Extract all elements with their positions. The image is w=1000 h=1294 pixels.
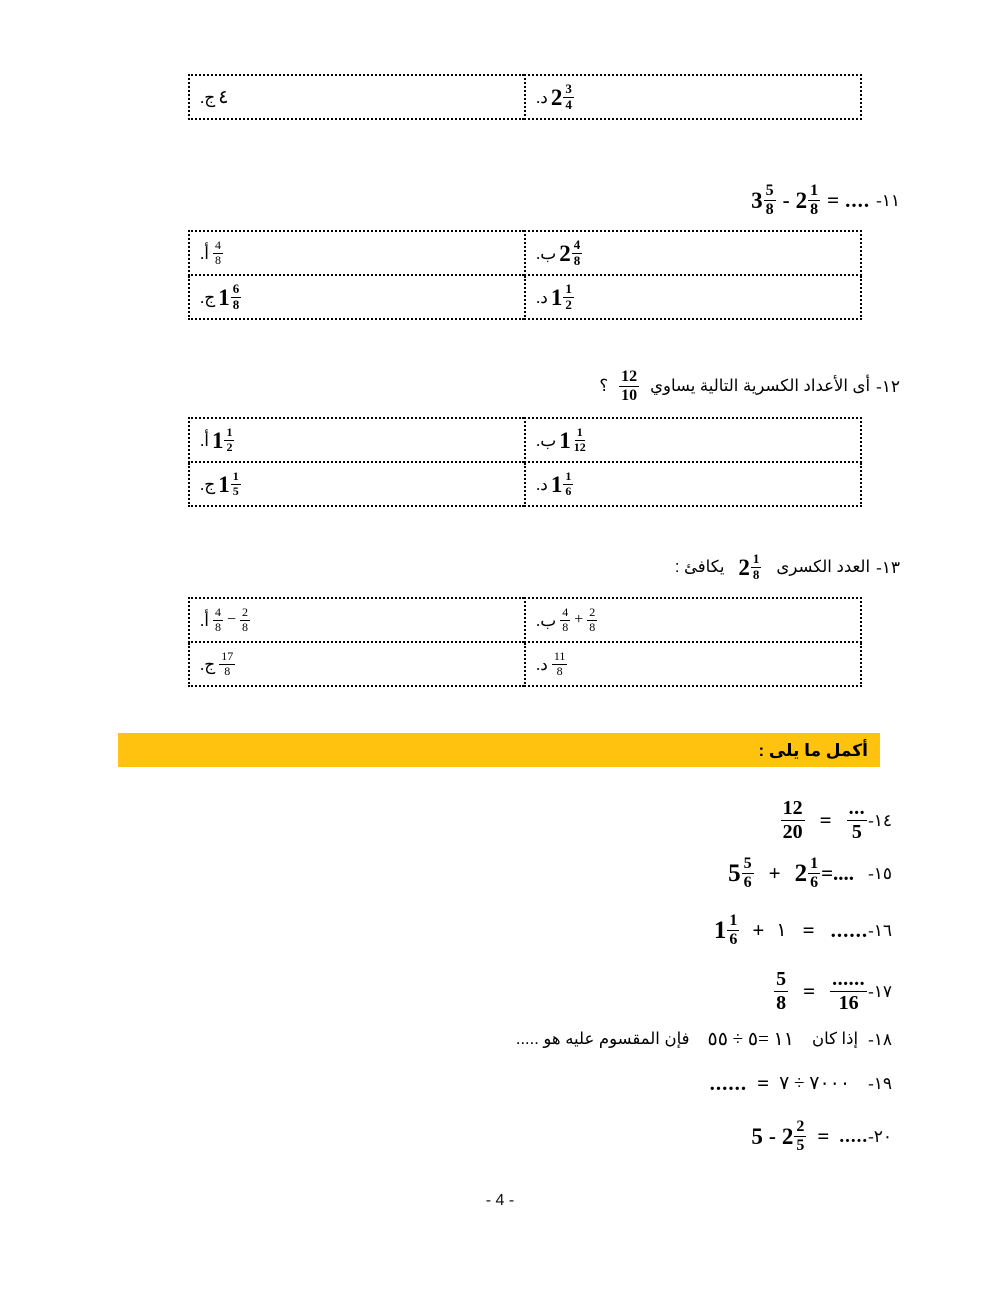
option-label: ب. bbox=[536, 610, 557, 630]
option-label: ج. bbox=[200, 287, 216, 307]
option-cell-a[interactable] bbox=[189, 418, 525, 462]
option-cell-c[interactable] bbox=[189, 275, 525, 319]
table-row bbox=[189, 75, 861, 119]
option-value: 1 $\frac{6}{8}$ bbox=[218, 280, 240, 312]
option-label: أ. bbox=[200, 243, 209, 263]
table-row bbox=[189, 231, 861, 275]
option-cell-b[interactable] bbox=[525, 598, 861, 642]
question-suffix: يكافئ : bbox=[674, 557, 725, 576]
option-label: أ. bbox=[200, 430, 209, 450]
option-value: $\frac{17}{8}$ bbox=[221, 648, 234, 678]
question-number: ١١- bbox=[876, 191, 900, 211]
option-label: د. bbox=[536, 287, 548, 307]
table-row bbox=[189, 462, 861, 506]
question-number: ١٢- bbox=[876, 377, 900, 397]
question-number: ١٦- bbox=[868, 921, 892, 941]
question-text: العدد الكسرى bbox=[776, 557, 871, 576]
option-value: $\frac{4}{8}$ bbox=[214, 237, 221, 267]
question-18 bbox=[516, 1030, 900, 1050]
option-cell-c[interactable] bbox=[189, 462, 525, 506]
option-cell-d[interactable] bbox=[525, 462, 861, 506]
option-cell-b[interactable] bbox=[525, 418, 861, 462]
q13-options-table bbox=[188, 597, 862, 687]
question-15 bbox=[718, 855, 900, 893]
option-label: ج. bbox=[200, 474, 216, 494]
question-number: ١٩- bbox=[868, 1074, 892, 1093]
option-cell-c[interactable] bbox=[189, 75, 525, 119]
question-expression: 1 $\frac{1}{6}$ + ١ = ...... bbox=[713, 912, 869, 949]
question-fraction: $\frac{12}{10}$ bbox=[621, 368, 638, 405]
question-11-prompt bbox=[751, 182, 900, 220]
option-value: 1 $\frac{1}{12}$ bbox=[559, 424, 586, 454]
option-value: $\frac{4}{8}$ − $\frac{2}{8}$ bbox=[214, 604, 249, 634]
question-expression: 5 - 2 $\frac{2}{5}$ = ..... bbox=[751, 1118, 869, 1155]
question-12-prompt bbox=[599, 368, 900, 406]
table-row bbox=[189, 275, 861, 319]
section-banner-title: أكمل ما يلى : bbox=[758, 740, 868, 760]
option-value: 1 $\frac{1}{5}$ bbox=[218, 468, 239, 498]
question-16 bbox=[696, 912, 900, 950]
option-cell-b[interactable] bbox=[525, 231, 861, 275]
question-text: أى الأعداد الكسرية التالية يساوي bbox=[650, 376, 871, 395]
option-label: ج. bbox=[200, 87, 216, 107]
question-number: ٢٠- bbox=[868, 1127, 892, 1147]
page-footer: - 4 - bbox=[485, 1192, 515, 1209]
q11-options-table bbox=[188, 230, 862, 320]
question-14 bbox=[762, 797, 900, 844]
option-cell-d[interactable] bbox=[525, 75, 861, 119]
question-expression: $\frac{12}{20}$ = $\frac{...}{5}$ bbox=[782, 797, 866, 843]
option-label: د. bbox=[536, 474, 548, 494]
option-cell-c[interactable] bbox=[189, 642, 525, 686]
question-expression: 5 $\frac{5}{6}$ + 2 $\frac{1}{6}$ =.... bbox=[728, 855, 855, 892]
question-suffix: ؟ bbox=[599, 376, 609, 395]
question-expression: 3 $\frac{5}{8}$ - 2 $\frac{1}{8}$ = .... bbox=[751, 182, 871, 219]
option-cell-d[interactable] bbox=[525, 642, 861, 686]
question-number: ١٥- bbox=[868, 864, 892, 884]
answer-blank[interactable]: ...... bbox=[709, 1071, 748, 1095]
question-expression: ١١ =٥ ÷ ٥٥ bbox=[707, 1029, 794, 1051]
option-label: د. bbox=[536, 87, 548, 107]
option-value: 1 $\frac{1}{2}$ bbox=[550, 280, 572, 312]
question-13-prompt bbox=[675, 552, 900, 583]
q10-options-table bbox=[188, 74, 862, 120]
table-row bbox=[189, 418, 861, 462]
question-number: ١٣- bbox=[876, 557, 900, 577]
table-row bbox=[189, 598, 861, 642]
question-text-after: فإن المقسوم عليه هو ..... bbox=[515, 1030, 690, 1048]
option-cell-d[interactable] bbox=[525, 275, 861, 319]
arabic-operand: ١ bbox=[776, 920, 787, 942]
option-label: ج. bbox=[200, 654, 216, 674]
option-value: 1 $\frac{1}{2}$ bbox=[211, 424, 233, 454]
question-expression: $\frac{5}{8}$ = $\frac{......}{16}$ bbox=[776, 968, 866, 1014]
option-value: 2 $\frac{4}{8}$ bbox=[559, 236, 581, 268]
option-label: د. bbox=[536, 654, 548, 674]
option-label: ب. bbox=[536, 243, 557, 263]
table-row bbox=[189, 642, 861, 686]
question-20 bbox=[721, 1118, 900, 1156]
q12-options-table bbox=[188, 417, 862, 507]
option-label: أ. bbox=[200, 610, 209, 630]
option-label: ب. bbox=[536, 430, 557, 450]
question-math: 2 $\frac{1}{8}$ bbox=[738, 551, 760, 582]
question-19 bbox=[710, 1073, 900, 1094]
section-banner-complete bbox=[118, 733, 880, 767]
equals-sign: = bbox=[757, 1071, 770, 1095]
question-number: ١٧- bbox=[868, 982, 892, 1001]
answer-blank[interactable]: ...... bbox=[830, 918, 869, 943]
option-cell-a[interactable] bbox=[189, 598, 525, 642]
question-number: ١٨- bbox=[868, 1030, 892, 1050]
question-text-before: إذا كان bbox=[811, 1030, 859, 1048]
question-number: ١٤- bbox=[868, 811, 892, 830]
option-value: $\frac{11}{8}$ bbox=[553, 648, 566, 678]
option-cell-a[interactable] bbox=[189, 231, 525, 275]
question-17 bbox=[751, 968, 900, 1015]
question-expression: ٧٠٠٠ ÷ ٧ bbox=[779, 1073, 851, 1094]
option-value: 1 $\frac{1}{6}$ bbox=[550, 468, 572, 498]
option-value: 2 $\frac{3}{4}$ bbox=[550, 80, 572, 112]
option-value: ٤ bbox=[218, 86, 229, 108]
option-value: $\frac{4}{8}$ + $\frac{2}{8}$ bbox=[562, 604, 596, 634]
